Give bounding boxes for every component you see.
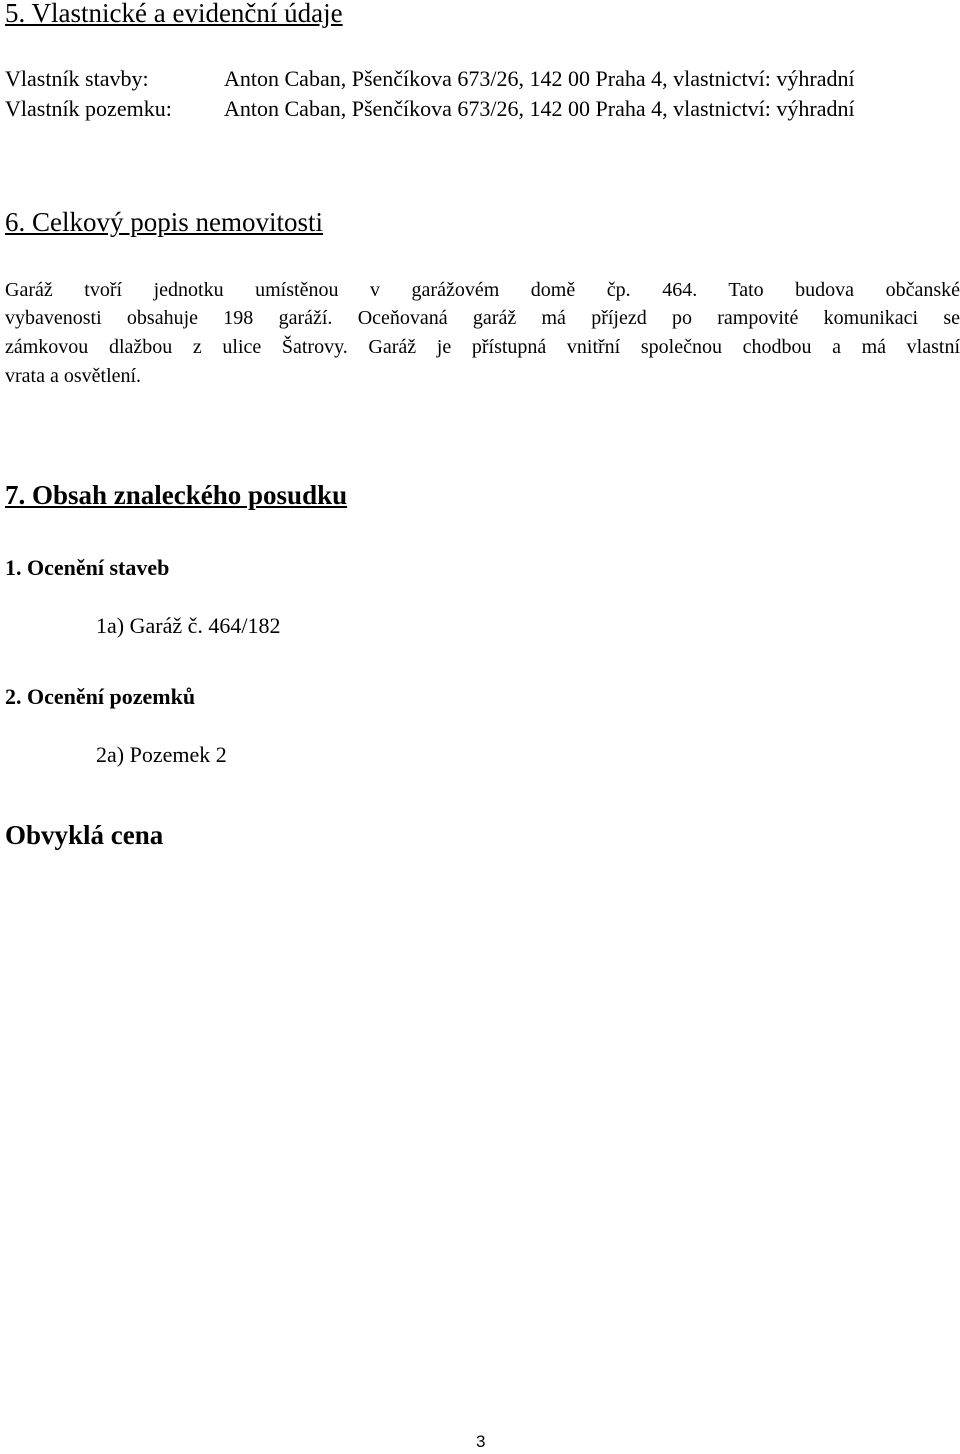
owner-land-value: Anton Caban, Pšenčíkova 673/26, 142 00 Praha 4, vlastnictví: výhradní [224, 96, 855, 121]
page-number: 3 [476, 1432, 486, 1451]
description-line-2: vybavenosti obsahuje 198 garáží. Oceňovaná garáž má příjezd po rampovité komunikaci se [5, 307, 960, 329]
valuation-land-heading: 2. Ocenění pozemků [5, 684, 196, 709]
description-line-3: zámkovou dlažbou z ulice Šatrovy. Garáž je přístupná vnitřní společnou chodbou a má vlastní [5, 336, 960, 358]
section-6-title: 6. Celkový popis nemovitosti [5, 207, 324, 237]
valuation-land-item: 2a) Pozemek 2 [96, 742, 227, 767]
owner-land-label: Vlastník pozemku: [5, 96, 172, 121]
usual-price-heading: Obvyklá cena [5, 820, 164, 850]
valuation-buildings-heading: 1. Ocenění staveb [5, 555, 170, 580]
valuation-buildings-item: 1a) Garáž č. 464/182 [96, 613, 281, 638]
description-line-4: vrata a osvětlení. [5, 365, 142, 387]
section-7-title: 7. Obsah znaleckého posudku [5, 480, 348, 510]
description-line-1: Garáž tvoří jednotku umístěnou v garážovém domě čp. 464. Tato budova občanské [5, 279, 960, 301]
section-5-title: 5. Vlastnické a evidenční údaje [5, 0, 343, 28]
owner-building-label: Vlastník stavby: [5, 66, 149, 91]
owner-building-value: Anton Caban, Pšenčíkova 673/26, 142 00 Praha 4, vlastnictví: výhradní [224, 66, 855, 91]
